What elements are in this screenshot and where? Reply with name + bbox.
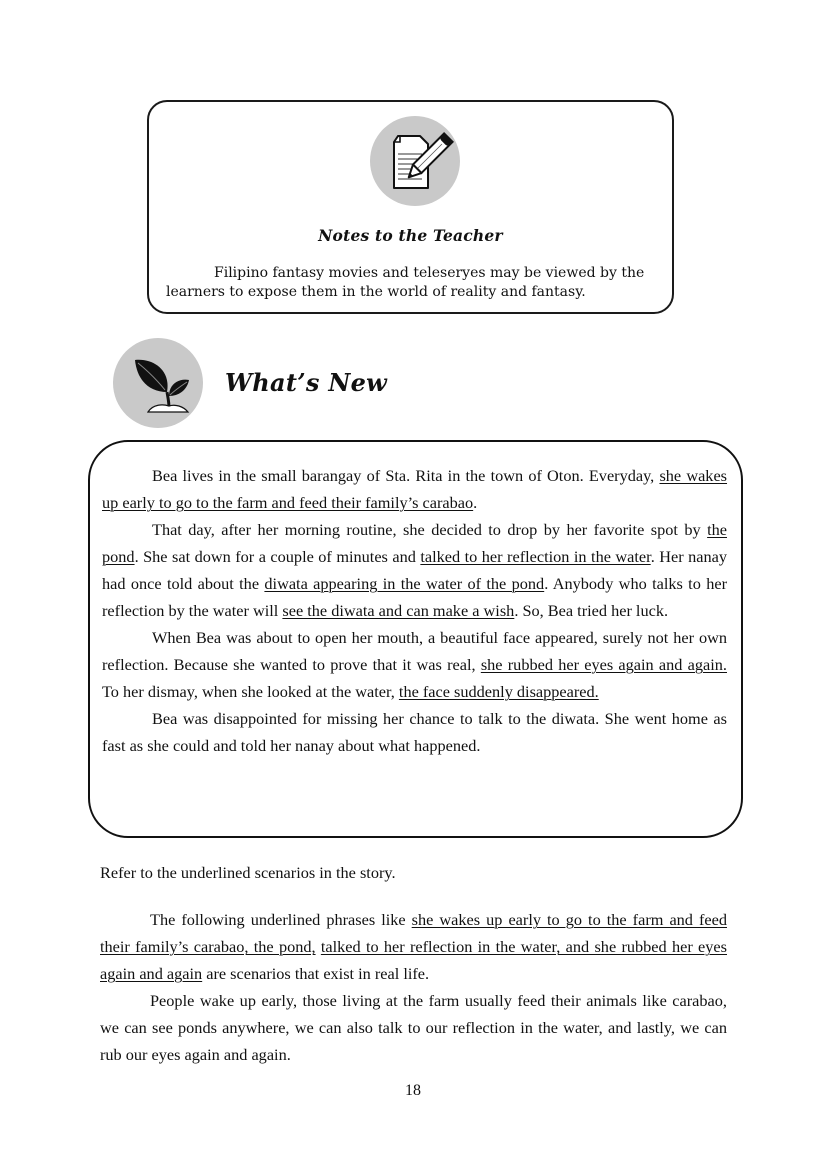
underlined-phrase: she wakes up early to go to the farm and feed their family’s carabao, the pond,	[100, 910, 727, 956]
story-text-segment: That day, after her morning routine, she decided to drop by her favorite spot by	[152, 520, 708, 539]
story-text-segment: To her dismay, when she looked at the water,	[102, 682, 399, 701]
underlined-scenario: diwata appearing in the water of the pond	[264, 574, 545, 593]
story-text	[102, 462, 727, 759]
underlined-scenario: see the diwata and can make a wish	[282, 601, 515, 620]
underlined-scenario: she wakes up early to go to the farm and feed their family’s carabao	[102, 466, 728, 512]
explanation-paragraph: People wake up early, those living at the farm usually feed their animals like carabao, we can see ponds anywhere, we can also talk to our reflection in the water, and lastly, we can rub our eyes again and again.	[100, 991, 727, 1064]
explanation-text-segment: The following underlined phrases like	[150, 910, 412, 929]
story-text-segment: . So, Bea tried her luck.	[514, 601, 669, 620]
story-paragraph	[102, 624, 727, 705]
story-text-segment: . Anybody who talks to her reflection by the water will	[102, 574, 727, 620]
story-text-segment: . She sat down for a couple of minutes and	[134, 547, 421, 566]
story-text-segment: . Her nanay had once told about the	[102, 547, 728, 593]
underlined-scenario: the face suddenly disappeared.	[398, 682, 599, 701]
story-text-segment: .	[473, 493, 478, 512]
underlined-scenario: the pond	[102, 520, 727, 566]
notes-title: Notes to the Teacher	[318, 226, 503, 245]
page-number: 18	[405, 1082, 421, 1099]
section-title: What’s New	[225, 368, 388, 397]
explanation-text-segment: are scenarios that exist in real life.	[202, 964, 430, 983]
document-pencil-icon	[370, 116, 460, 206]
story-box	[88, 440, 743, 838]
notes-to-teacher-box	[147, 100, 674, 314]
story-paragraph	[102, 705, 727, 759]
refer-instruction: Refer to the underlined scenarios in the story.	[100, 863, 396, 882]
explanation-paragraph	[100, 906, 727, 987]
explanation	[100, 906, 727, 1068]
underlined-phrase: talked to her reflection in the water, and she rubbed her eyes again and again	[100, 937, 727, 983]
notes-body: Filipino fantasy movies and teleseryes may be viewed by the learners to expose them in the world of reality and fantasy.	[166, 265, 645, 300]
story-paragraph	[102, 462, 727, 516]
story-text-segment: Bea was disappointed for missing her chance to talk to the diwata. She went home as fast as she could and told her nanay about what happened.	[102, 709, 727, 755]
underlined-scenario: talked to her reflection in the water	[420, 547, 651, 566]
underlined-scenario: she rubbed her eyes again and again.	[480, 655, 727, 674]
story-paragraph	[102, 516, 727, 624]
story-text-segment: Bea lives in the small barangay of Sta. Rita in the town of Oton. Everyday,	[152, 466, 660, 485]
sprout-icon	[113, 338, 203, 428]
story-text-segment: When Bea was about to open her mouth, a beautiful face appeared, surely not her own reflection. Because she wanted to prove that it was real,	[102, 628, 727, 674]
